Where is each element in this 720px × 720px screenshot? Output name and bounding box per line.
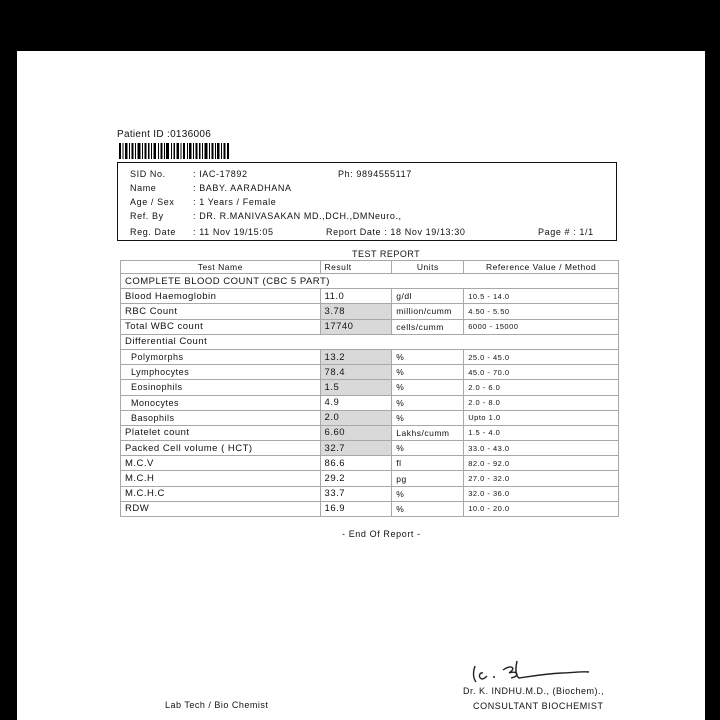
sid-value: : IAC-17892 <box>193 169 248 179</box>
header-units: Units <box>392 261 464 274</box>
table-row <box>121 425 619 440</box>
test-result: 16.9 <box>320 501 392 516</box>
refby-label: Ref. By <box>130 211 164 221</box>
doctor-name: Dr. K. INDHU.M.D., (Biochem)., <box>463 686 605 696</box>
test-unit: fl <box>392 456 464 471</box>
refby-value: : DR. R.MANIVASAKAN MD.,DCH.,DMNeuro., <box>193 211 402 221</box>
phone-value: Ph: 9894555117 <box>338 169 412 179</box>
test-name: Monocytes <box>121 395 321 410</box>
table-row <box>121 410 619 425</box>
test-name: M.C.V <box>121 456 321 471</box>
table-row <box>121 501 619 516</box>
test-reference: 2.0 - 8.0 <box>464 395 619 410</box>
regdate-value: : 11 Nov 19/15:05 <box>193 227 274 237</box>
results-table <box>120 260 619 517</box>
table-row <box>121 289 619 304</box>
report-title: TEST REPORT <box>352 249 421 259</box>
test-unit: cells/cumm <box>392 319 464 334</box>
test-name: Packed Cell volume ( HCT) <box>121 441 321 456</box>
table-row <box>121 441 619 456</box>
test-unit: million/cumm <box>392 304 464 319</box>
test-reference: 4.50 - 5.50 <box>464 304 619 319</box>
test-unit: % <box>392 395 464 410</box>
name-label: Name <box>130 183 157 193</box>
test-unit: % <box>392 410 464 425</box>
test-result: 3.78 <box>320 304 392 319</box>
table-row <box>121 486 619 501</box>
test-result: 32.7 <box>320 441 392 456</box>
test-reference: 33.0 - 43.0 <box>464 441 619 456</box>
test-name: Lymphocytes <box>121 365 321 380</box>
test-result: 33.7 <box>320 486 392 501</box>
test-unit: g/dl <box>392 289 464 304</box>
test-reference: 25.0 - 45.0 <box>464 349 619 364</box>
test-result: 4.9 <box>320 395 392 410</box>
test-unit: % <box>392 486 464 501</box>
test-unit: % <box>392 380 464 395</box>
test-reference: 1.5 - 4.0 <box>464 425 619 440</box>
test-name: Eosinophils <box>121 380 321 395</box>
test-name: RBC Count <box>121 304 321 319</box>
test-reference: 27.0 - 32.0 <box>464 471 619 486</box>
table-row <box>121 471 619 486</box>
header-result: Result <box>320 261 392 274</box>
header-reference: Reference Value / Method <box>464 261 619 274</box>
section-row <box>121 274 619 289</box>
test-unit: pg <box>392 471 464 486</box>
differential-label: Differential Count <box>121 334 619 349</box>
header-test-name: Test Name <box>121 261 321 274</box>
table-row <box>121 456 619 471</box>
test-reference: 2.0 - 6.0 <box>464 380 619 395</box>
test-unit: % <box>392 501 464 516</box>
section-title: COMPLETE BLOOD COUNT (CBC 5 PART) <box>121 274 619 289</box>
test-name: Polymorphs <box>121 349 321 364</box>
page-number: Page # : 1/1 <box>538 227 594 237</box>
test-result: 13.2 <box>320 349 392 364</box>
test-reference: 10.5 - 14.0 <box>464 289 619 304</box>
lab-tech-label: Lab Tech / Bio Chemist <box>165 700 269 710</box>
test-name: M.C.H.C <box>121 486 321 501</box>
table-row <box>121 365 619 380</box>
end-of-report: - End Of Report - <box>342 529 421 539</box>
test-result: 78.4 <box>320 365 392 380</box>
test-result: 86.6 <box>320 456 392 471</box>
test-reference: 45.0 - 70.0 <box>464 365 619 380</box>
table-row <box>121 319 619 334</box>
barcode <box>119 143 229 159</box>
test-result: 6.60 <box>320 425 392 440</box>
test-unit: % <box>392 349 464 364</box>
test-result: 29.2 <box>320 471 392 486</box>
test-unit: % <box>392 441 464 456</box>
sid-label: SID No. <box>130 169 166 179</box>
test-name: Total WBC count <box>121 319 321 334</box>
patient-info-box <box>117 162 617 241</box>
reportdate-value: Report Date : 18 Nov 19/13:30 <box>326 227 466 237</box>
test-reference: 6000 - 15000 <box>464 319 619 334</box>
agesex-value: : 1 Years / Female <box>193 197 277 207</box>
doctor-title: CONSULTANT BIOCHEMIST <box>473 701 604 711</box>
test-name: Basophils <box>121 410 321 425</box>
test-result: 1.5 <box>320 380 392 395</box>
test-reference: 32.0 - 36.0 <box>464 486 619 501</box>
test-reference: 82.0 - 92.0 <box>464 456 619 471</box>
differential-row <box>121 334 619 349</box>
test-result: 17740 <box>320 319 392 334</box>
test-unit: Lakhs/cumm <box>392 425 464 440</box>
report-paper <box>17 51 705 720</box>
table-header-row <box>121 261 619 274</box>
test-name: Platelet count <box>121 425 321 440</box>
agesex-label: Age / Sex <box>130 197 175 207</box>
patient-id: Patient ID :0136006 <box>117 129 212 140</box>
table-row <box>121 395 619 410</box>
test-name: M.C.H <box>121 471 321 486</box>
test-unit: % <box>392 365 464 380</box>
test-result: 11.0 <box>320 289 392 304</box>
test-reference: Upto 1.0 <box>464 410 619 425</box>
table-row <box>121 304 619 319</box>
test-name: Blood Haemoglobin <box>121 289 321 304</box>
test-reference: 10.0 - 20.0 <box>464 501 619 516</box>
test-result: 2.0 <box>320 410 392 425</box>
signature <box>467 656 597 686</box>
name-value: : BABY. AARADHANA <box>193 183 292 193</box>
table-row <box>121 349 619 364</box>
test-name: RDW <box>121 501 321 516</box>
table-row <box>121 380 619 395</box>
regdate-label: Reg. Date <box>130 227 176 237</box>
